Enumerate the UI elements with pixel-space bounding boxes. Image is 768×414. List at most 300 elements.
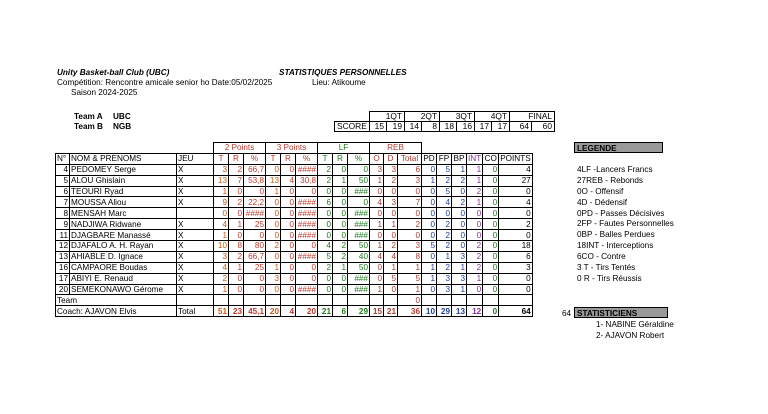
cell-lf-pct: 0 xyxy=(348,197,370,208)
cell-jeu: X xyxy=(177,230,214,241)
cell-2pts-pct: 80 xyxy=(244,241,266,252)
cell-2pts-t: 2 xyxy=(214,273,229,284)
cell-lf-r: 0 xyxy=(333,273,348,284)
cell-pd: 0 xyxy=(422,219,437,230)
cell-name: SEMEKONAWO Gérome xyxy=(70,284,177,295)
cell-3pts-t: 2 xyxy=(266,241,281,252)
group-header-3pts: 3 Points xyxy=(266,143,318,154)
cell-jeu: X xyxy=(177,273,214,284)
cell-3pts-pct: #### xyxy=(296,284,318,295)
cell-lf-r: 0 xyxy=(333,219,348,230)
cell-int: 2 xyxy=(467,241,483,252)
cell-pd: 0 xyxy=(422,230,437,241)
total-reb-o: 15 xyxy=(370,306,384,317)
cell-3pts-r: 0 xyxy=(281,208,296,219)
column-header-num: N° xyxy=(56,153,70,164)
column-header-reb-d: D xyxy=(384,153,398,164)
cell-reb-total: 1 xyxy=(398,262,422,273)
cell-bp: 2 xyxy=(452,197,467,208)
cell-2pts-pct: 0 xyxy=(244,284,266,295)
cell-bp: 0 xyxy=(452,230,467,241)
cell-lf-t: 2 xyxy=(318,164,333,175)
cell-3pts-t: 0 xyxy=(266,251,281,262)
cell-reb-d: 3 xyxy=(384,164,398,175)
cell-2pts-r: 2 xyxy=(229,164,244,175)
total-3pts-t: 20 xyxy=(266,306,281,317)
cell-2pts-t: 4 xyxy=(214,262,229,273)
cell-reb-o: 3 xyxy=(370,164,384,175)
cell-reb-total: 5 xyxy=(398,273,422,284)
cell-3pts-r: 4 xyxy=(281,175,296,186)
statisticians-total-prefix: 64 xyxy=(562,309,572,318)
cell-fp: 0 xyxy=(437,208,452,219)
cell-3pts-pct: 0 xyxy=(296,273,318,284)
cell-points: 0 xyxy=(499,208,532,219)
player-row xyxy=(56,186,533,197)
cell-2pts-t: 3 xyxy=(214,251,229,262)
cell-pd: 0 xyxy=(422,208,437,219)
cell-3pts-t: 13 xyxy=(266,175,281,186)
column-header-int: INT xyxy=(468,154,482,164)
cell-lf-pct: ### xyxy=(348,284,370,295)
cell-int: 1 xyxy=(467,197,483,208)
cell-jeu: X xyxy=(177,197,214,208)
cell-name: MOUSSA Aliou xyxy=(70,197,177,208)
cell-3pts-t: 0 xyxy=(266,197,281,208)
cell-reb-d: 0 xyxy=(384,230,398,241)
column-header-row xyxy=(56,153,533,164)
cell-reb-o: 4 xyxy=(370,197,384,208)
team-b-label: Team B xyxy=(74,122,103,131)
cell-reb-d: 0 xyxy=(384,186,398,197)
cell-lf-t: 2 xyxy=(318,175,333,186)
cell-co: 0 xyxy=(483,262,499,273)
cell-points: 0 xyxy=(499,273,532,284)
cell-jeu: X xyxy=(177,241,214,252)
score-header-row xyxy=(335,112,555,122)
cell-num: 20 xyxy=(56,284,70,295)
cell-pd: 1 xyxy=(422,175,437,186)
cell-num: 13 xyxy=(56,251,70,262)
cell-co: 0 xyxy=(483,284,499,295)
cell-2pts-t: 1 xyxy=(214,186,229,197)
cell-jeu: X xyxy=(177,186,214,197)
cell-reb-d: 4 xyxy=(384,251,398,262)
cell-points: 3 xyxy=(499,262,532,273)
cell-points: 4 xyxy=(499,197,532,208)
legend-item: 18INT - Interceptions xyxy=(577,241,654,251)
cell-2pts-pct: 25 xyxy=(244,262,266,273)
cell-lf-pct: ### xyxy=(348,230,370,241)
coach-name: Coach: AJAVON Elvis xyxy=(56,306,177,317)
cell-reb-total: 0 xyxy=(398,186,422,197)
coach-total-row xyxy=(56,306,533,317)
cell-2pts-t: 13 xyxy=(214,175,229,186)
score-cell: 15 xyxy=(370,122,387,132)
score-value-row xyxy=(335,122,555,132)
score-table xyxy=(334,111,555,132)
legend-item: 27REB - Rebonds xyxy=(577,175,643,185)
cell-int: 1 xyxy=(467,273,483,284)
cell-jeu: X xyxy=(177,219,214,230)
cell-lf-t: 0 xyxy=(318,219,333,230)
cell-2pts-t: 10 xyxy=(214,241,229,252)
column-header-pd: PD xyxy=(423,154,435,164)
cell-num: 17 xyxy=(56,273,70,284)
cell-int: 0 xyxy=(467,284,483,295)
player-row xyxy=(56,251,533,262)
place-line: Lieu: Atikoume xyxy=(312,78,366,87)
cell-lf-t: 0 xyxy=(318,208,333,219)
cell-3pts-pct: 0 xyxy=(296,186,318,197)
legend-item: 0BP - Balles Perdues xyxy=(577,230,655,240)
cell-3pts-t: 0 xyxy=(266,219,281,230)
player-row xyxy=(56,284,533,295)
cell-pd: 5 xyxy=(422,241,437,252)
score-q4-header: 4QT xyxy=(475,112,510,122)
cell-3pts-r: 0 xyxy=(281,186,296,197)
total-co: 0 xyxy=(483,306,499,317)
cell-3pts-pct: #### xyxy=(296,230,318,241)
cell-name: ALOU Ghislain xyxy=(70,175,177,186)
cell-reb-total: 3 xyxy=(398,175,422,186)
competition-line: Compétition: Rencontre amicale senior ho Date:05/02/2025 xyxy=(57,78,273,87)
cell-lf-pct: ### xyxy=(348,273,370,284)
cell-3pts-r: 0 xyxy=(281,251,296,262)
player-row xyxy=(56,230,533,241)
cell-lf-r: 0 xyxy=(333,230,348,241)
total-2pts-pct: 45,1 xyxy=(244,306,266,317)
score-q1-header: 1QT xyxy=(370,112,405,122)
column-header-3pts-t: T xyxy=(266,153,281,164)
total-pd: 10 xyxy=(422,306,437,317)
total-3pts-pct: 20 xyxy=(296,306,318,317)
player-stats-table xyxy=(55,142,533,317)
cell-3pts-pct: #### xyxy=(296,251,318,262)
cell-3pts-pct: #### xyxy=(296,164,318,175)
total-reb-d: 21 xyxy=(384,306,398,317)
cell-name: TEOURI Ryad xyxy=(70,186,177,197)
cell-lf-r: 2 xyxy=(333,241,348,252)
team-row-reb-total: 0 xyxy=(398,295,422,306)
column-header-2pts-t: T xyxy=(214,153,229,164)
column-header-name: NOM & PRENOMS xyxy=(70,153,177,164)
cell-3pts-r: 0 xyxy=(281,241,296,252)
cell-reb-o: 0 xyxy=(370,230,384,241)
cell-reb-o: 1 xyxy=(370,241,384,252)
cell-name: CAMPAORE Boudas xyxy=(70,262,177,273)
cell-bp: 0 xyxy=(452,219,467,230)
column-header-lf-r: R xyxy=(333,153,348,164)
cell-bp: 0 xyxy=(452,241,467,252)
column-header-reb-total: Total xyxy=(398,153,422,164)
legend-list xyxy=(577,165,674,285)
team-a-name: UBC xyxy=(113,112,131,121)
cell-2pts-r: 0 xyxy=(229,273,244,284)
player-row xyxy=(56,241,533,252)
cell-fp: 5 xyxy=(437,186,452,197)
cell-co: 0 xyxy=(483,251,499,262)
cell-co: 0 xyxy=(483,175,499,186)
cell-2pts-pct: #### xyxy=(244,208,266,219)
player-row xyxy=(56,262,533,273)
cell-points: 6 xyxy=(499,251,532,262)
column-header-lf-t: T xyxy=(318,153,333,164)
cell-name: DJAGBARE Manassé xyxy=(70,230,177,241)
cell-int: 0 xyxy=(467,219,483,230)
score-label: SCORE xyxy=(335,122,370,132)
legend-item: 2FP - Fautes Personnelles xyxy=(577,219,674,229)
cell-jeu xyxy=(177,208,214,219)
cell-2pts-r: 1 xyxy=(229,262,244,273)
cell-num: 4 xyxy=(56,164,70,175)
cell-3pts-t: 1 xyxy=(266,186,281,197)
legend-item: 0O - Offensif xyxy=(577,186,624,196)
statistician-name: 1- NABINE Géraldine xyxy=(596,320,674,329)
cell-reb-o: 1 xyxy=(370,284,384,295)
cell-num: 7 xyxy=(56,197,70,208)
cell-3pts-t: 0 xyxy=(266,164,281,175)
cell-3pts-pct: #### xyxy=(296,208,318,219)
total-lf-t: 21 xyxy=(318,306,333,317)
column-header-3pts-pct: % xyxy=(296,153,318,164)
cell-bp: 1 xyxy=(452,262,467,273)
group-header-row xyxy=(56,143,533,154)
cell-lf-r: 0 xyxy=(333,186,348,197)
cell-num: 6 xyxy=(56,186,70,197)
cell-co: 0 xyxy=(483,197,499,208)
cell-num: 5 xyxy=(56,175,70,186)
cell-lf-pct: ### xyxy=(348,208,370,219)
cell-reb-o: 0 xyxy=(370,186,384,197)
cell-fp: 3 xyxy=(437,273,452,284)
cell-2pts-pct: 22,2 xyxy=(244,197,266,208)
cell-3pts-pct: 30,8 xyxy=(296,175,318,186)
total-lf-pct: 29 xyxy=(348,306,370,317)
score-q2-header: 2QT xyxy=(405,112,440,122)
cell-lf-pct: 50 xyxy=(348,241,370,252)
cell-name: MENSAH Marc xyxy=(70,208,177,219)
cell-2pts-r: 0 xyxy=(229,230,244,241)
cell-num: 16 xyxy=(56,262,70,273)
total-points: 64 xyxy=(499,306,532,317)
total-3pts-r: 4 xyxy=(281,306,296,317)
cell-reb-total: 2 xyxy=(398,219,422,230)
cell-2pts-pct: 66,7 xyxy=(244,251,266,262)
cell-pd: 1 xyxy=(422,262,437,273)
cell-bp: 3 xyxy=(452,273,467,284)
cell-reb-total: 6 xyxy=(398,164,422,175)
total-fp: 29 xyxy=(437,306,452,317)
cell-reb-d: 2 xyxy=(384,241,398,252)
cell-3pts-pct: 0 xyxy=(296,241,318,252)
cell-2pts-t: 1 xyxy=(214,230,229,241)
cell-reb-d: 0 xyxy=(384,208,398,219)
total-lf-r: 6 xyxy=(333,306,348,317)
cell-lf-r: 0 xyxy=(333,284,348,295)
cell-bp: 2 xyxy=(452,175,467,186)
total-bp: 13 xyxy=(452,306,467,317)
cell-fp: 2 xyxy=(437,175,452,186)
team-row xyxy=(56,295,533,306)
total-2pts-r: 23 xyxy=(229,306,244,317)
cell-lf-r: 0 xyxy=(333,164,348,175)
cell-lf-r: 2 xyxy=(333,251,348,262)
player-row xyxy=(56,164,533,175)
cell-bp: 3 xyxy=(452,251,467,262)
cell-reb-d: 1 xyxy=(384,219,398,230)
cell-lf-pct: 0 xyxy=(348,164,370,175)
player-row xyxy=(56,219,533,230)
cell-points: 4 xyxy=(499,164,532,175)
legend-item: 4D - Dédensif xyxy=(577,197,628,207)
cell-int: 2 xyxy=(467,186,483,197)
cell-3pts-t: 0 xyxy=(266,284,281,295)
cell-2pts-pct: 0 xyxy=(244,186,266,197)
club-name: Unity Basket-ball Club (UBC) xyxy=(57,68,170,77)
group-header-reb: REB xyxy=(370,143,422,154)
cell-3pts-t: 0 xyxy=(266,230,281,241)
cell-lf-t: 0 xyxy=(318,273,333,284)
cell-name: NADJIWA Ridwane xyxy=(70,219,177,230)
legend-item: 4LF -Lancers Francs xyxy=(577,165,653,174)
cell-3pts-t: 0 xyxy=(266,208,281,219)
cell-2pts-r: 0 xyxy=(229,186,244,197)
cell-2pts-pct: 66,7 xyxy=(244,164,266,175)
score-cell: 18 xyxy=(440,122,457,132)
team-b-name: NGB xyxy=(113,122,132,131)
cell-pd: 0 xyxy=(422,251,437,262)
cell-2pts-pct: 53,8 xyxy=(244,175,266,186)
cell-co: 0 xyxy=(483,208,499,219)
cell-num: 8 xyxy=(56,208,70,219)
cell-2pts-pct: 0 xyxy=(244,273,266,284)
cell-jeu: X xyxy=(177,175,214,186)
cell-bp: 1 xyxy=(452,284,467,295)
cell-reb-total: 1 xyxy=(398,284,422,295)
total-int: 12 xyxy=(467,306,483,317)
total-label: Total xyxy=(177,306,214,317)
cell-reb-o: 0 xyxy=(370,262,384,273)
total-reb-total: 36 xyxy=(398,306,422,317)
cell-reb-o: 0 xyxy=(370,208,384,219)
cell-reb-d: 0 xyxy=(384,284,398,295)
cell-reb-o: 1 xyxy=(370,175,384,186)
player-rows xyxy=(56,164,533,295)
total-2pts-t: 51 xyxy=(214,306,229,317)
cell-2pts-r: 0 xyxy=(229,284,244,295)
cell-lf-pct: ### xyxy=(348,186,370,197)
cell-lf-r: 0 xyxy=(333,208,348,219)
season-line: Saison 2024-2025 xyxy=(71,88,138,97)
cell-pd: 0 xyxy=(422,186,437,197)
column-header-fp: FP xyxy=(437,153,452,164)
group-header-2pts: 2 Points xyxy=(214,143,266,154)
cell-int: 1 xyxy=(467,164,483,175)
score-cell: 17 xyxy=(492,122,510,132)
cell-fp: 2 xyxy=(437,262,452,273)
cell-jeu: X xyxy=(177,262,214,273)
report-title: STATISTIQUES PERSONNELLES xyxy=(279,68,407,77)
score-cell: 8 xyxy=(422,122,440,132)
cell-co: 0 xyxy=(483,164,499,175)
cell-co: 0 xyxy=(483,241,499,252)
cell-name: PEDOMEY Serge xyxy=(70,164,177,175)
statistician-name: 2- AJAVON Robert xyxy=(596,330,665,340)
cell-bp: 0 xyxy=(452,186,467,197)
cell-pd: 0 xyxy=(422,197,437,208)
cell-2pts-t: 0 xyxy=(214,208,229,219)
cell-lf-t: 6 xyxy=(318,197,333,208)
cell-2pts-t: 4 xyxy=(214,219,229,230)
group-header-lf: LF xyxy=(318,143,370,154)
score-cell: 60 xyxy=(532,122,555,132)
score-cell: 19 xyxy=(387,122,405,132)
cell-int: 0 xyxy=(467,208,483,219)
cell-lf-r: 1 xyxy=(333,175,348,186)
cell-2pts-pct: 25 xyxy=(244,219,266,230)
cell-lf-pct: ### xyxy=(348,219,370,230)
cell-2pts-t: 9 xyxy=(214,197,229,208)
cell-jeu: X xyxy=(177,284,214,295)
column-header-reb-o: O xyxy=(370,153,384,164)
legend-item: 6CO - Contre xyxy=(577,252,626,262)
team-row-label: Team xyxy=(56,295,177,306)
cell-points: 0 xyxy=(499,284,532,295)
score-cell: 17 xyxy=(475,122,492,132)
cell-name: ABIYI E. Renaud xyxy=(70,273,177,284)
cell-reb-d: 2 xyxy=(384,175,398,186)
cell-lf-t: 5 xyxy=(318,251,333,262)
column-header-bp: BP xyxy=(452,153,467,164)
cell-reb-total: 3 xyxy=(398,241,422,252)
player-row xyxy=(56,208,533,219)
statisticians-list xyxy=(596,320,674,341)
score-q3-header: 3QT xyxy=(440,112,475,122)
cell-co: 0 xyxy=(483,219,499,230)
cell-3pts-pct: #### xyxy=(296,219,318,230)
cell-jeu: X xyxy=(177,251,214,262)
cell-lf-r: 0 xyxy=(333,197,348,208)
column-header-jeu: JEU xyxy=(177,153,214,164)
cell-co: 0 xyxy=(483,186,499,197)
cell-fp: 2 xyxy=(437,241,452,252)
cell-lf-pct: 40 xyxy=(348,251,370,262)
cell-3pts-r: 0 xyxy=(281,164,296,175)
cell-fp: 2 xyxy=(437,230,452,241)
legend-title: LEGENDE xyxy=(574,142,663,153)
cell-reb-o: 0 xyxy=(370,273,384,284)
cell-reb-d: 3 xyxy=(384,197,398,208)
cell-int: 2 xyxy=(467,262,483,273)
cell-fp: 1 xyxy=(437,251,452,262)
cell-int: 2 xyxy=(467,251,483,262)
column-header-2pts-r: R xyxy=(229,153,244,164)
cell-pd: 0 xyxy=(422,284,437,295)
cell-reb-d: 5 xyxy=(384,273,398,284)
cell-fp: 3 xyxy=(437,284,452,295)
cell-jeu: X xyxy=(177,164,214,175)
cell-reb-o: 4 xyxy=(370,251,384,262)
cell-3pts-t: 3 xyxy=(266,273,281,284)
cell-int: 1 xyxy=(467,175,483,186)
cell-3pts-r: 0 xyxy=(281,284,296,295)
legend-item: 3 T - Tirs Tentés xyxy=(577,263,636,273)
cell-pd: 0 xyxy=(422,164,437,175)
cell-points: 0 xyxy=(499,230,532,241)
cell-fp: 4 xyxy=(437,197,452,208)
column-header-2pts-pct: % xyxy=(244,153,266,164)
